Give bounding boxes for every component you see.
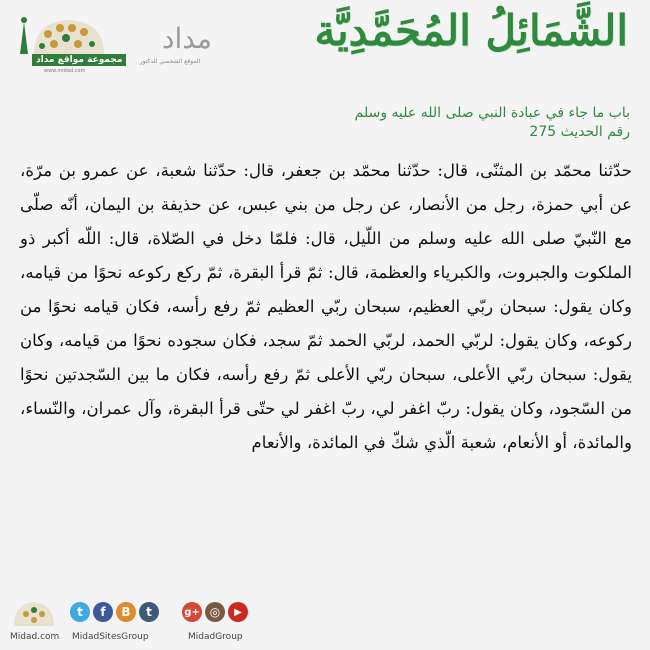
tumblr-icon[interactable]: t bbox=[139, 602, 159, 622]
social-links-sites-group bbox=[70, 602, 159, 622]
midad-site-emblem-icon bbox=[12, 598, 56, 628]
hadith-text: حدّثنا محمّد بن المثنّى، قال: حدّثنا محمّد بن جعفر، قال: حدّثنا شعبة، عن عمرو بن مرّة، عن أبي حمزة، رجل من الأنصار، عن رجل من بني عبس، عن حذيفة بن اليمان، أنّه صلّى مع النّبيّ صلى الله عليه وسلم من اللّيل، قال: فلمّا دخل في الصّلاة، قال: اللّه أكبر ذو الملكوت والجبروت، والكبرياء والعظمة، قال: ثمّ قرأ البقرة، ثمّ ركع ركوعه نحوًا من قيامه، وكان يقول: سبحان ربّي العظيم، سبحان ربّي العظيم ثمّ رفع رأسه، فكان قيامه نحوًا من ركوعه، وكان يقول: لربّي الحمد، لربّي الحمد ثمّ سجد، فكان سجوده نحوًا من قيامه، وكان يقول: سبحان ربّي الأعلى، سبحان ربّي الأعلى ثمّ رفع رأسه، فكان ما بين السّجدتين نحوًا من السّجود، وكان يقول: ربّ اغفر لي، ربّ اغفر لي حتّى قرأ البقرة، وآل عمران، والنّساء، والمائدة، أو الأنعام، شعبة الّذي شكّ في المائدة، والأنعام bbox=[20, 161, 632, 452]
facebook-icon[interactable]: f bbox=[93, 602, 113, 622]
group-logo-label: مجموعة مواقع مداد bbox=[32, 54, 126, 66]
group-logo-emblem-icon bbox=[14, 12, 114, 56]
instagram-icon[interactable]: ◎ bbox=[205, 602, 225, 622]
footer-sites-group-label[interactable]: MidadSitesGroup bbox=[72, 632, 149, 642]
midad-logo[interactable] bbox=[120, 22, 220, 72]
group-logo-url: www.midad.com bbox=[44, 68, 86, 74]
chapter-heading bbox=[30, 104, 630, 142]
youtube-icon[interactable]: ▶ bbox=[228, 602, 248, 622]
twitter-icon[interactable]: t bbox=[70, 602, 90, 622]
footer-site-label[interactable]: Midad.com bbox=[10, 632, 60, 642]
page-title: الشَّمَائِلُ المُحَمَّدِيَّة bbox=[314, 6, 628, 55]
blogger-icon[interactable]: B bbox=[116, 602, 136, 622]
googleplus-icon[interactable]: g+ bbox=[182, 602, 202, 622]
footer bbox=[0, 596, 650, 650]
midad-group-logo[interactable] bbox=[14, 12, 123, 76]
hadith-number: رقم الحديث 275 bbox=[529, 124, 630, 140]
chapter-title: باب ما جاء في عبادة النبي صلى الله عليه وسلم bbox=[354, 105, 630, 121]
midad-logo-word: مداد bbox=[162, 22, 212, 55]
social-links-group bbox=[182, 602, 248, 622]
footer-group-label[interactable]: MidadGroup bbox=[188, 632, 243, 642]
midad-logo-subtitle: الموقع الشخصي للدكتور bbox=[139, 58, 201, 65]
header bbox=[0, 0, 650, 92]
